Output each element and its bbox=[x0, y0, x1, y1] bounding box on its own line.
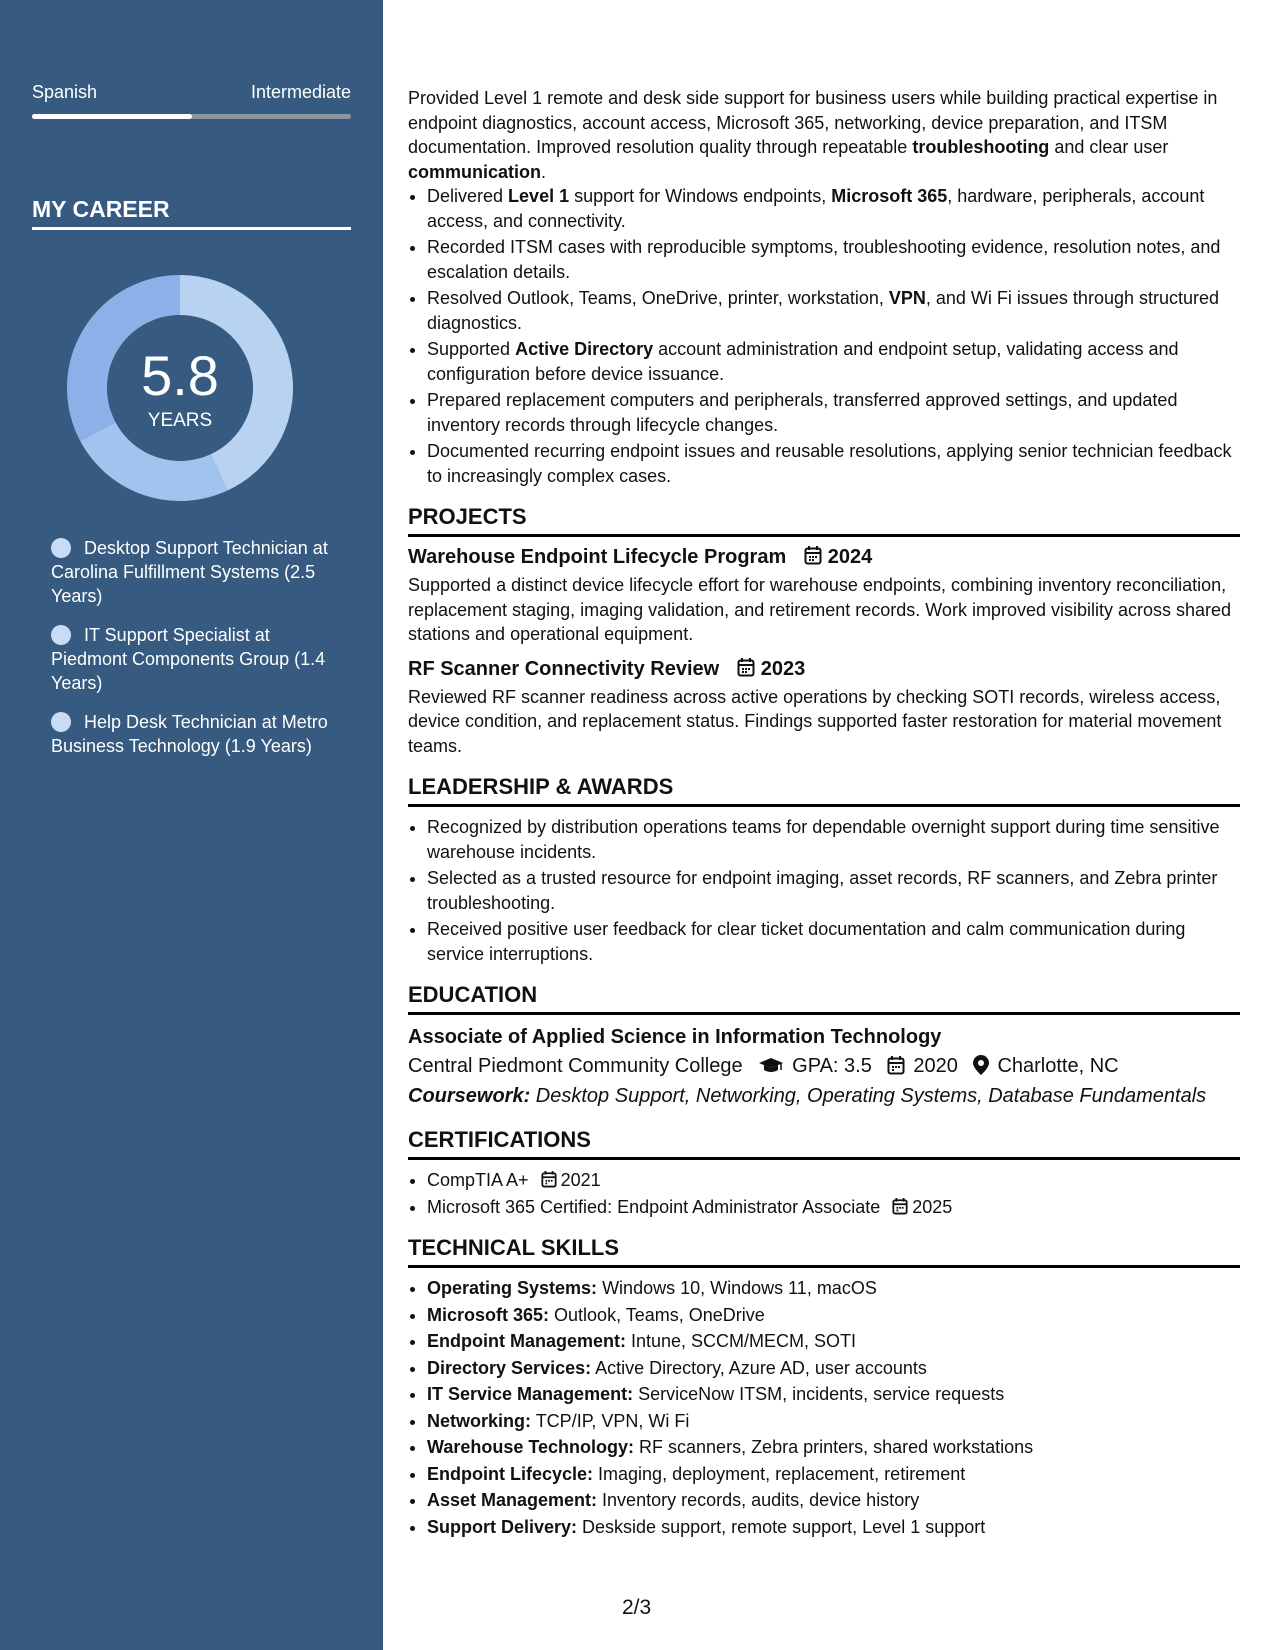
section-divider bbox=[408, 1157, 1240, 1160]
page-number: 2/3 bbox=[622, 1596, 652, 1619]
education-title: EDUCATION bbox=[408, 982, 538, 1007]
career-job-list bbox=[51, 536, 331, 773]
experience-bullet: • Prepared replacement computers and peripherals, transferred approved settings, and updated inventory records through lifecycle changes. bbox=[427, 388, 1240, 437]
career-job-item bbox=[51, 623, 331, 695]
job-text: Help Desk Technician at Metro Business Technology (1.9 Years) bbox=[51, 712, 328, 756]
graduation-cap-icon bbox=[758, 1057, 784, 1075]
experience-bullet: • Delivered Level 1 support for Windows endpoints, Microsoft 365, hardware, peripherals, account access, and connectivity. bbox=[427, 184, 1240, 233]
language-proficiency-bar bbox=[32, 114, 351, 119]
experience-bullet: • Resolved Outlook, Teams, OneDrive, printer, workstation, VPN, and Wi Fi issues through structured diagnostics. bbox=[427, 286, 1240, 335]
calendar-icon bbox=[892, 1197, 908, 1215]
projects-title: PROJECTS bbox=[408, 504, 527, 529]
certification-year: 2021 bbox=[560, 1170, 601, 1190]
certification-name: Microsoft 365 Certified: Endpoint Administrator Associate bbox=[427, 1196, 881, 1217]
calendar-icon bbox=[887, 1055, 905, 1075]
certification-item bbox=[427, 1195, 1240, 1220]
experience-bullets bbox=[408, 184, 1240, 488]
section-divider bbox=[408, 804, 1240, 807]
skill-item: • IT Service Management: ServiceNow ITSM, incidents, service requests bbox=[427, 1382, 1240, 1407]
skills-section bbox=[408, 1234, 1240, 1539]
project-heading bbox=[408, 655, 1240, 683]
certifications-section bbox=[408, 1126, 1240, 1219]
project-name: RF Scanner Connectivity Review bbox=[408, 657, 720, 680]
gpa: GPA: 3.5 bbox=[792, 1055, 872, 1077]
coursework: Coursework: Desktop Support, Networking, Operating Systems, Database Fundamentals bbox=[408, 1085, 1207, 1107]
skill-item: • Endpoint Lifecycle: Imaging, deployment, replacement, retirement bbox=[427, 1462, 1240, 1487]
project-name: Warehouse Endpoint Lifecycle Program bbox=[408, 546, 787, 568]
certifications-list bbox=[408, 1168, 1240, 1219]
skill-item: • Directory Services: Active Directory, Azure AD, user accounts bbox=[427, 1356, 1240, 1381]
total-years-value: 5.8 bbox=[141, 344, 219, 407]
calendar-icon bbox=[737, 657, 755, 677]
leadership-title: LEADERSHIP & AWARDS bbox=[408, 774, 674, 799]
certification-year: 2025 bbox=[912, 1196, 953, 1217]
skill-item: • Endpoint Management: Intune, SCCM/MECM, SOTI bbox=[427, 1329, 1240, 1354]
location-pin-icon bbox=[973, 1055, 989, 1075]
graduation-year: 2020 bbox=[913, 1055, 958, 1077]
project-description: Supported a distinct device lifecycle effort for warehouse endpoints, combining inventory reconciliation, replacement staging, imaging validation, and retirement records. Work improved visibility across shared stations and operational equipment. bbox=[408, 575, 1232, 644]
project-year: 2023 bbox=[760, 657, 806, 680]
section-divider bbox=[408, 1265, 1240, 1268]
skill-item: • Networking: TCP/IP, VPN, Wi Fi bbox=[427, 1409, 1240, 1434]
experience-bullet: • Documented recurring endpoint issues and reusable resolutions, applying senior technician feedback to increasingly complex cases. bbox=[427, 439, 1240, 488]
project-heading bbox=[408, 543, 1240, 571]
skill-item: • Asset Management: Inventory records, audits, device history bbox=[427, 1488, 1240, 1513]
section-divider bbox=[408, 1012, 1240, 1015]
calendar-icon bbox=[541, 1170, 557, 1188]
job-text: Desktop Support Technician at Carolina Fulfillment Systems (2.5 Years) bbox=[51, 538, 328, 606]
career-divider bbox=[32, 227, 351, 230]
projects-section bbox=[408, 503, 1240, 758]
donut-segment-1 bbox=[98, 432, 219, 481]
language-row bbox=[32, 82, 351, 103]
section-divider bbox=[408, 534, 1240, 537]
main-content bbox=[408, 86, 1240, 1541]
degree-name: Associate of Applied Science in Information Technology bbox=[408, 1026, 942, 1048]
certification-item bbox=[427, 1168, 1240, 1193]
certification-name: CompTIA A+ bbox=[427, 1170, 529, 1190]
certifications-title: CERTIFICATIONS bbox=[408, 1127, 591, 1152]
career-section-title: MY CAREER bbox=[32, 196, 170, 222]
project-year: 2024 bbox=[827, 546, 873, 568]
language-name: Spanish bbox=[32, 82, 98, 102]
skill-item: • Operating Systems: Windows 10, Windows 11, macOS bbox=[427, 1276, 1240, 1301]
experience-summary: Provided Level 1 remote and desk side support for business users while building practical expertise in endpoint diagnostics, account access, Microsoft 365, networking, device preparation, and ITSM documentation. Improved resolution quality through repeatable troubleshooting and clear user communication. bbox=[408, 88, 1218, 182]
leadership-item: • Received positive user feedback for clear ticket documentation and calm communication during service interruptions. bbox=[427, 917, 1240, 966]
job-dot-icon bbox=[51, 538, 71, 558]
leadership-item: • Selected as a trusted resource for endpoint imaging, asset records, RF scanners, and Zebra printer troubleshooting. bbox=[427, 866, 1240, 915]
job-text: IT Support Specialist at Piedmont Components Group (1.4 Years) bbox=[51, 625, 326, 693]
school-name: Central Piedmont Community College bbox=[408, 1055, 743, 1077]
calendar-icon bbox=[804, 545, 822, 565]
job-dot-icon bbox=[51, 712, 71, 732]
language-level: Intermediate bbox=[250, 82, 351, 102]
skill-item: • Support Delivery: Deskside support, remote support, Level 1 support bbox=[427, 1515, 1240, 1540]
experience-bullet: • Supported Active Directory account administration and endpoint setup, validating access and configuration before device issuance. bbox=[427, 337, 1240, 386]
leadership-list bbox=[408, 815, 1240, 966]
experience-bullet: • Recorded ITSM cases with reproducible symptoms, troubleshooting evidence, resolution notes, and escalation details. bbox=[427, 235, 1240, 284]
project-description: Reviewed RF scanner readiness across active operations by checking SOTI records, wireless access, device condition, and replacement status. Findings supported faster restoration for material movement teams. bbox=[408, 686, 1222, 756]
job-dot-icon bbox=[51, 625, 71, 645]
career-job-item bbox=[51, 536, 331, 608]
skill-item: • Microsoft 365: Outlook, Teams, OneDrive bbox=[427, 1303, 1240, 1328]
career-job-item bbox=[51, 710, 331, 758]
total-years-label: YEARS bbox=[147, 410, 213, 431]
skills-list bbox=[408, 1276, 1240, 1539]
education-section bbox=[408, 981, 1240, 1111]
education-details bbox=[408, 1051, 1240, 1081]
skills-title: TECHNICAL SKILLS bbox=[408, 1235, 620, 1260]
leadership-item: • Recognized by distribution operations teams for dependable overnight support during time sensitive warehouse incidents. bbox=[427, 815, 1240, 864]
leadership-section bbox=[408, 773, 1240, 966]
school-location: Charlotte, NC bbox=[997, 1055, 1119, 1077]
language-proficiency-fill bbox=[32, 114, 192, 119]
sidebar bbox=[0, 0, 383, 1650]
skill-item: • Warehouse Technology: RF scanners, Zebra printers, shared workstations bbox=[427, 1435, 1240, 1460]
